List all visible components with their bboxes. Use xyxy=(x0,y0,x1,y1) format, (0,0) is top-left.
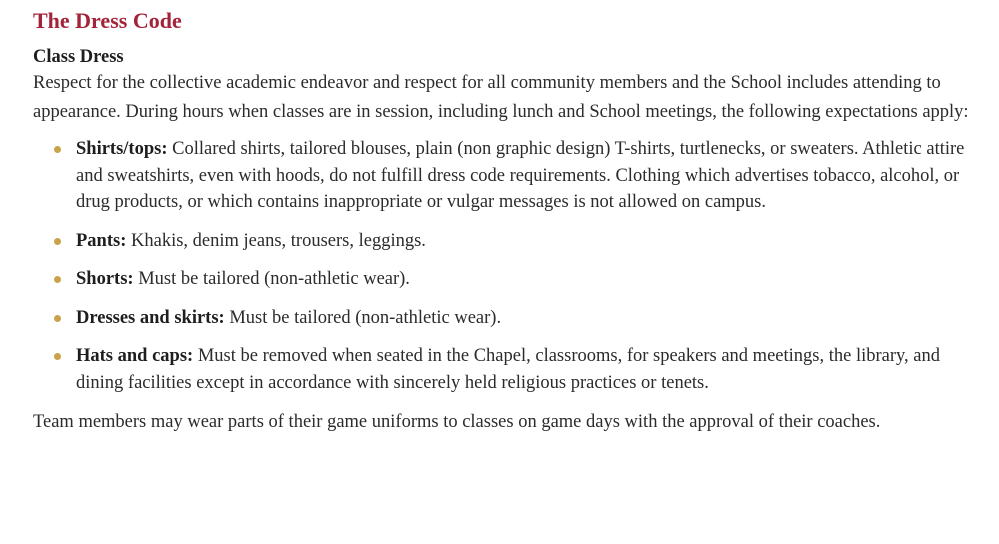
rule-term: Dresses and skirts: xyxy=(76,307,225,328)
rule-text: Collared shirts, tailored blouses, plain (non graphic design) T-shirts, turtlenecks, or sweaters. Athletic attire and sweatshirts, even with hoods, do not fulfill dress code requirements. Clothing which advertises tobacco, alcohol, or drug products, or which contains inappropriate or vulgar messages is not allowed on campus. xyxy=(76,139,965,212)
list-item-shirts xyxy=(33,136,975,216)
list-item-shorts xyxy=(33,266,975,293)
bullet-icon xyxy=(54,276,61,283)
closing-paragraph: Team members may wear parts of their game uniforms to classes on game days with the approval of their coaches. xyxy=(33,412,881,432)
rule-text: Must be removed when seated in the Chapel, classrooms, for speakers and meetings, the library, and dining facilities except in accordance with sincerely held religious practices or tenets. xyxy=(76,346,941,393)
list-item-dresses xyxy=(33,305,975,332)
rule-term: Hats and caps: xyxy=(76,346,194,366)
rule-term: Shorts: xyxy=(76,269,134,289)
rule-text: Must be tailored (non-athletic wear). xyxy=(224,307,502,328)
intro-paragraph: Respect for the collective academic endeavor and respect for all community members and the School includes attending to appearance. During hours when classes are in session, including lunch and School meetings, the following expectations apply: xyxy=(33,73,969,122)
section-title: The Dress Code xyxy=(33,8,182,33)
bullet-icon xyxy=(54,146,61,153)
list-item-hats xyxy=(33,343,975,396)
dress-rules-list xyxy=(33,136,975,396)
bullet-icon xyxy=(54,353,61,360)
list-item-pants xyxy=(33,228,975,255)
rule-term: Shirts/tops: xyxy=(76,139,168,159)
rule-term: Pants: xyxy=(76,230,127,251)
bullet-icon xyxy=(54,238,61,245)
rule-text: Must be tailored (non-athletic wear). xyxy=(133,269,410,289)
subsection-title: Class Dress xyxy=(33,47,124,67)
rule-text: Khakis, denim jeans, trousers, leggings. xyxy=(126,230,426,251)
bullet-icon xyxy=(54,315,61,322)
